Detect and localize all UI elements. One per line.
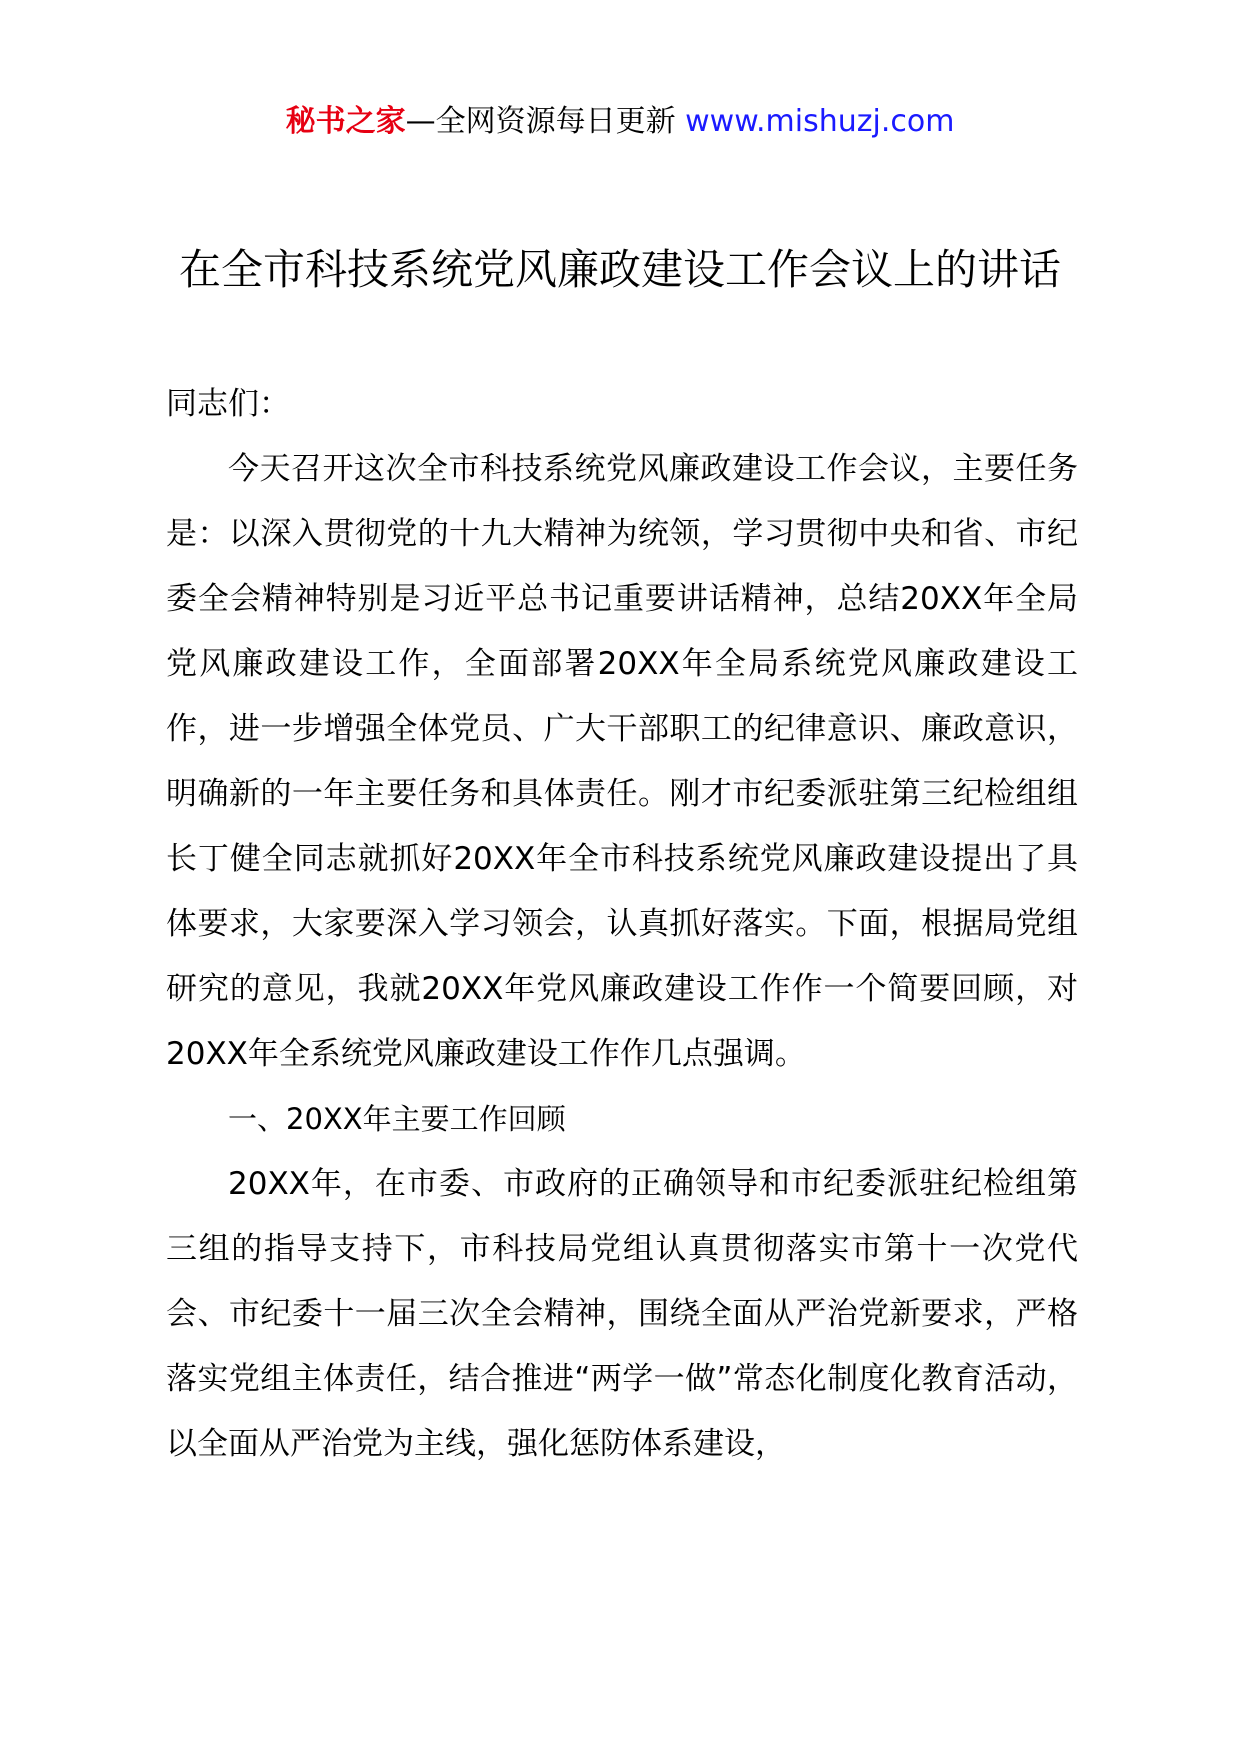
salutation: 同志们：: [166, 386, 290, 422]
document-body: [166, 372, 1078, 1477]
site-tagline: —全网资源每日更新: [405, 104, 686, 139]
section-paragraph: 20XX年，在市委、市政府的正确领导和市纪委派驻纪检组第三组的指导支持下，市科技局党组认真贯彻落实市第十一次党代会、市纪委十一届三次全会精神，围绕全面从严治党新要求，严格落实党组主体责任，结合推进“两学一做”常态化制度化教育活动，以全面从严治党为主线，强化惩防体系建设，: [166, 1166, 1078, 1462]
intro-paragraph: 今天召开这次全市科技系统党风廉政建设工作会议，主要任务是：以深入贯彻党的十九大精神为统领，学习贯彻中央和省、市纪委全会精神特别是习近平总书记重要讲话精神，总结20XX年全局党风廉政建设工作，全面部署20XX年全局系统党风廉政建设工作，进一步增强全体党员、广大干部职工的纪律意识、廉政意识，明确新的一年主要任务和具体责任。刚才市纪委派驻第三纪检组组长丁健全同志就抓好20XX年全市科技系统党风廉政建设提出了具体要求，大家要深入学习领会，认真抓好落实。下面，根据局党组研究的意见，我就20XX年党风廉政建设工作作一个简要回顾，对20XX年全系统党风廉政建设工作作几点强调。: [166, 451, 1078, 1072]
document-title: 在全市科技系统党风廉政建设工作会议上的讲话: [178, 245, 1061, 294]
site-header: [0, 100, 1240, 144]
section-heading: 一、20XX年主要工作回顾: [228, 1102, 566, 1136]
site-url-link[interactable]: www.mishuzj.com: [685, 104, 955, 139]
site-brand: 秘书之家: [285, 104, 406, 139]
